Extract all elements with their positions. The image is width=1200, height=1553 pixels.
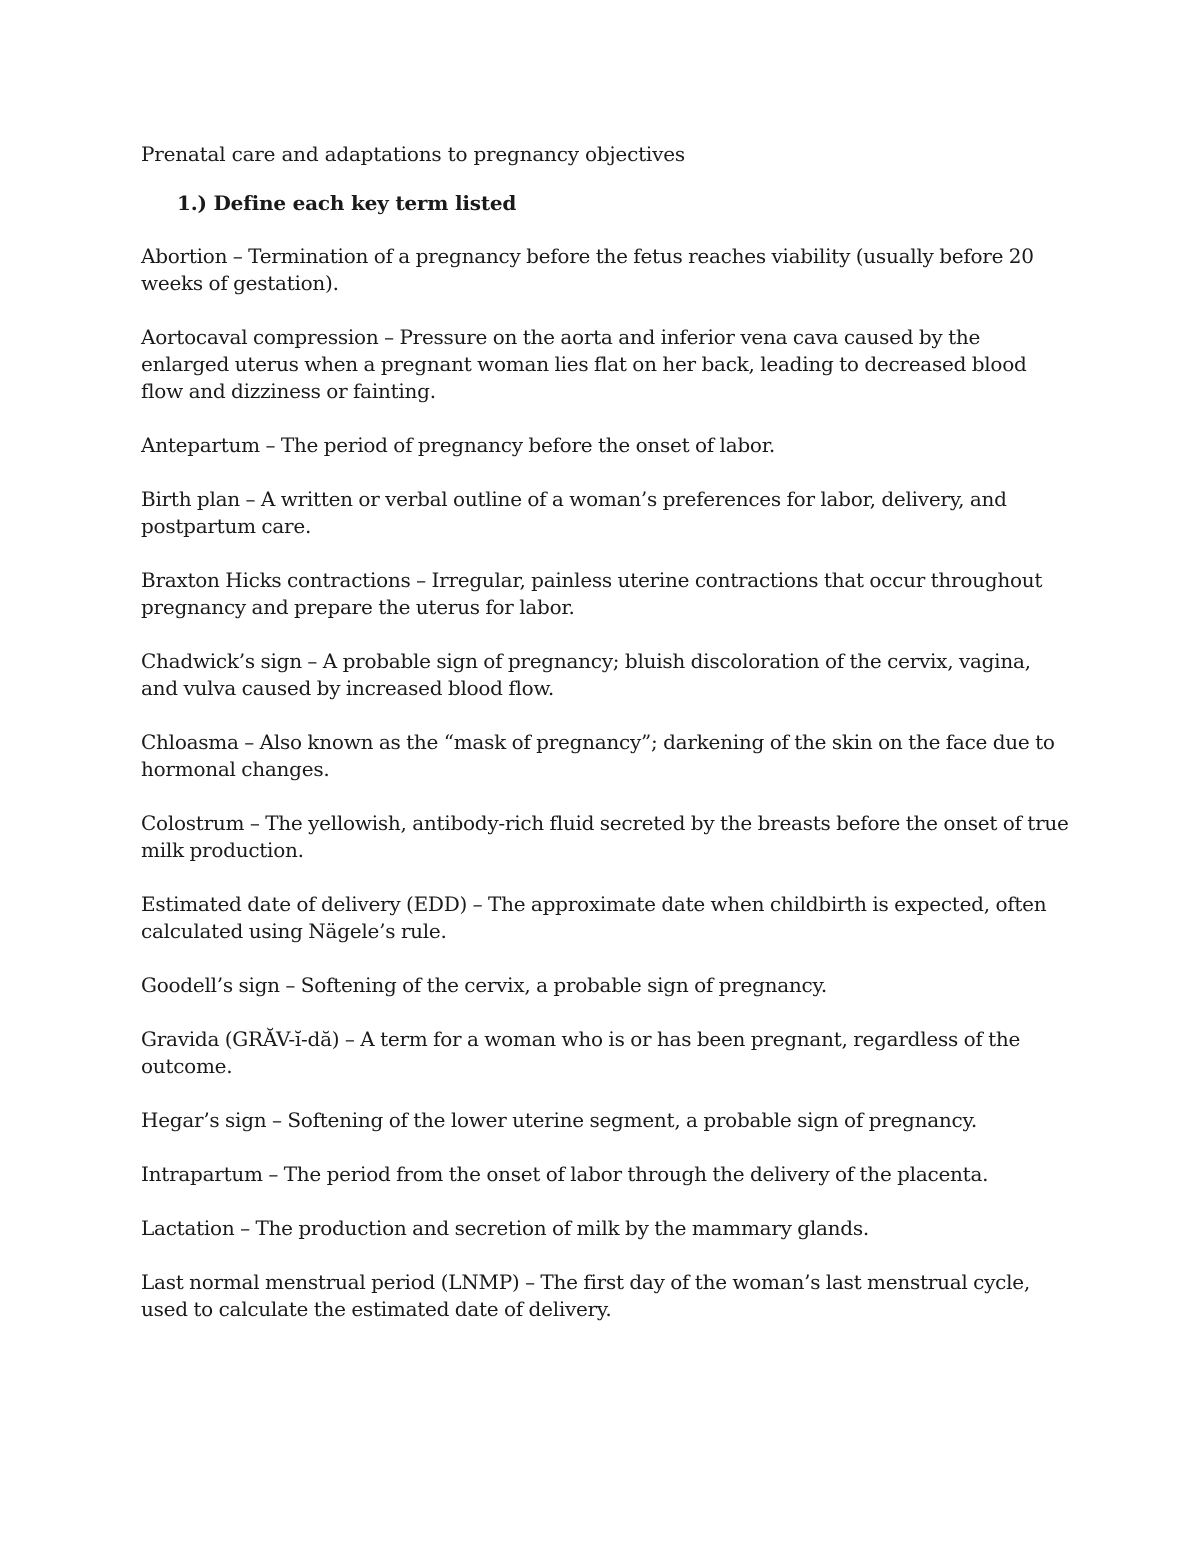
- term-edd: Estimated date of delivery (EDD) – The approximate date when childbirth is expected, often calculated using Nägele’s rule.: [141, 892, 1047, 943]
- term-lnmp: Last normal menstrual period (LNMP) – The first day of the woman’s last menstrual cycle, used to calculate the estimated date of delivery.: [141, 1270, 1030, 1321]
- term-intrapartum: Intrapartum – The period from the onset of labor through the delivery of the placenta.: [141, 1162, 989, 1186]
- objective-heading: 1.) Define each key term listed: [177, 191, 517, 215]
- term-birth-plan: Birth plan – A written or verbal outline of a woman’s preferences for labor, delivery, and postpartum care.: [141, 487, 1007, 538]
- term-colostrum: Colostrum – The yellowish, antibody-rich fluid secreted by the breasts before the onset of true milk production.: [141, 811, 1069, 862]
- term-aortocaval-compression: Aortocaval compression – Pressure on the aorta and inferior vena cava caused by the enlarged uterus when a pregnant woman lies flat on her back, leading to decreased blood flow and dizziness or fainting.: [141, 325, 1027, 403]
- term-abortion: Abortion – Termination of a pregnancy before the fetus reaches viability (usually before 20 weeks of gestation).: [141, 244, 1034, 295]
- document-title: Prenatal care and adaptations to pregnancy objectives: [141, 142, 685, 166]
- document-page: [141, 140, 1071, 1350]
- term-chadwicks-sign: Chadwick’s sign – A probable sign of pregnancy; bluish discoloration of the cervix, vagina, and vulva caused by increased blood flow.: [141, 649, 1031, 700]
- term-antepartum: Antepartum – The period of pregnancy before the onset of labor.: [141, 433, 775, 457]
- term-goodells-sign: Goodell’s sign – Softening of the cervix, a probable sign of pregnancy.: [141, 973, 828, 997]
- term-hegars-sign: Hegar’s sign – Softening of the lower uterine segment, a probable sign of pregnancy.: [141, 1108, 977, 1132]
- term-lactation: Lactation – The production and secretion of milk by the mammary glands.: [141, 1216, 869, 1240]
- term-gravida: Gravida (GRĂV-ĭ-dă) – A term for a woman who is or has been pregnant, regardless of the outcome.: [141, 1027, 1021, 1078]
- term-chloasma: Chloasma – Also known as the “mask of pregnancy”; darkening of the skin on the face due to hormonal changes.: [141, 730, 1055, 781]
- term-braxton-hicks: Braxton Hicks contractions – Irregular, painless uterine contractions that occur throughout pregnancy and prepare the uterus for labor.: [141, 568, 1043, 619]
